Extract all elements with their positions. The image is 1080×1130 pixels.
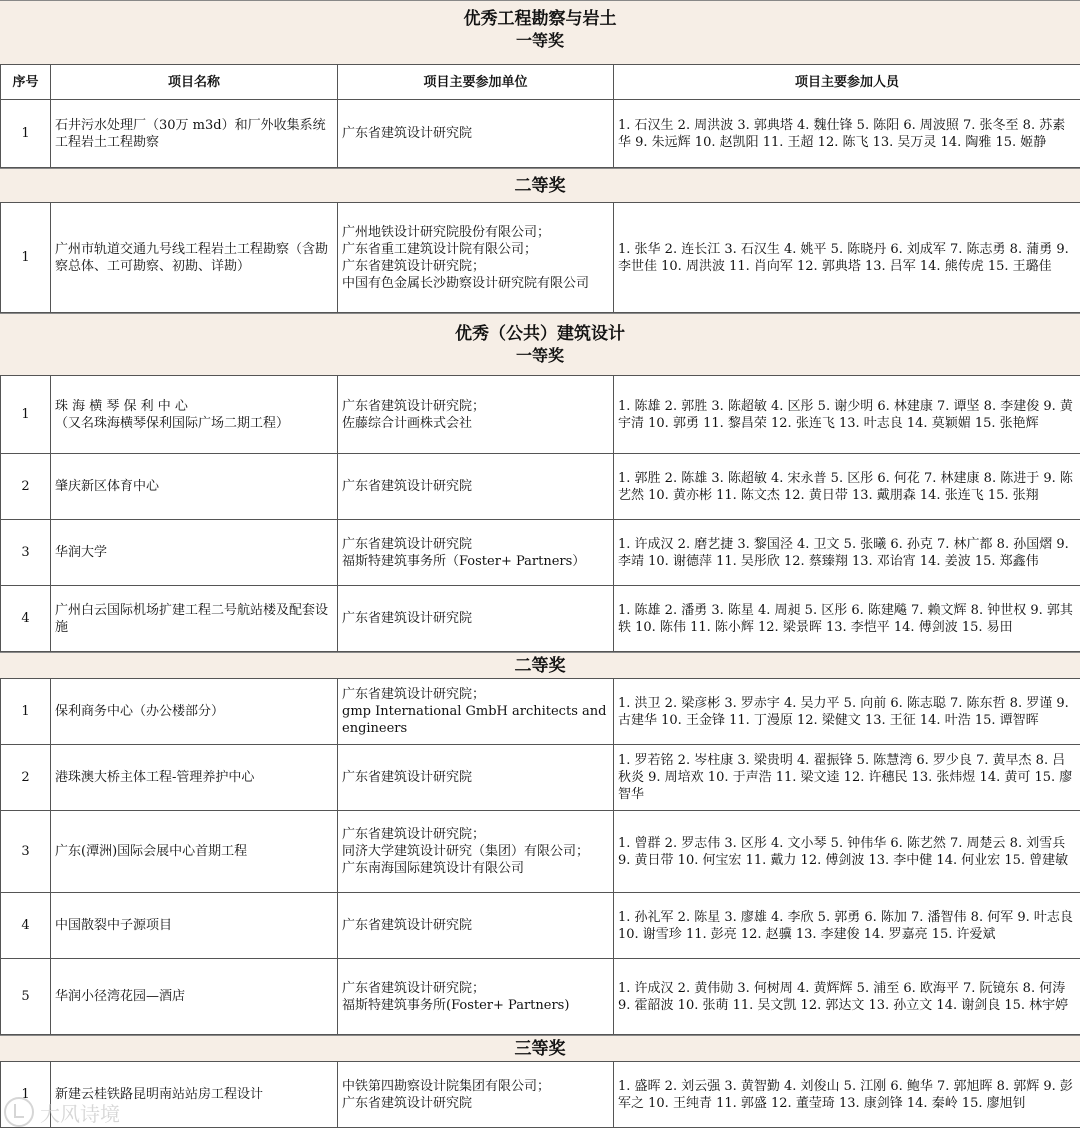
award-table: [0, 202, 1080, 313]
grade-band: [0, 652, 1080, 678]
table-row: [1, 679, 1080, 745]
award-table: [0, 1061, 1080, 1128]
row-project: 华润大学: [51, 520, 338, 586]
header-project: 项目名称: [51, 65, 338, 100]
row-people: 1. 曾群 2. 罗志伟 3. 区彤 4. 文小琴 5. 钟伟华 6. 陈艺然 7. 周楚云 8. 刘雪兵 9. 黄日带 10. 何宝宏 11. 戴力 12. 傅剑波 13. 李中健 14. 何业宏 15. 曾建敏: [614, 811, 1080, 893]
row-units: 广东省建筑设计研究院； gmp International GmbH architects and engineers: [338, 679, 614, 745]
row-project: 保利商务中心（办公楼部分）: [51, 679, 338, 745]
table-header-row: [1, 65, 1080, 100]
table-row: [1, 811, 1080, 893]
row-people: 1. 洪卫 2. 梁彦彬 3. 罗赤宇 4. 吴力平 5. 向前 6. 陈志聪 7. 陈东哲 8. 罗谨 9. 古建华 10. 王金锋 11. 丁漫原 12. 梁健文 13. 王征 14. 叶浩 15. 谭智晖: [614, 679, 1080, 745]
grade-label: 一等奖: [515, 346, 564, 365]
header-index: 序号: [1, 65, 51, 100]
table-row: [1, 959, 1080, 1035]
row-index: 1: [1, 203, 51, 313]
row-project: 珠 海 横 琴 保 利 中 心 （又名珠海横琴保利国际广场二期工程）: [51, 376, 338, 454]
row-people: 1. 许成汉 2. 黄伟勋 3. 何树周 4. 黄辉辉 5. 浦至 6. 欧海平 7. 阮镜东 8. 何涛 9. 霍韶波 10. 张萌 11. 吴文凯 12. 郭达文 13. 孙立文 14. 谢剑良 15. 林宇婷: [614, 959, 1080, 1035]
table-row: [1, 1062, 1080, 1128]
row-project: 广州白云国际机场扩建工程二号航站楼及配套设施: [51, 586, 338, 652]
row-people: 1. 陈雄 2. 郭胜 3. 陈超敏 4. 区彤 5. 谢少明 6. 林建康 7. 谭坚 8. 李建俊 9. 黄宇清 10. 郭勇 11. 黎昌荣 12. 张连飞 13. 叶志良 14. 莫颖媚 15. 张艳辉: [614, 376, 1080, 454]
row-units: 广东省建筑设计研究院: [338, 100, 614, 168]
row-index: 1: [1, 1062, 51, 1128]
row-index: 4: [1, 893, 51, 959]
award-table: [0, 64, 1080, 168]
row-index: 3: [1, 520, 51, 586]
row-units: 广东省建筑设计研究院: [338, 454, 614, 520]
row-project: 华润小径湾花园—酒店: [51, 959, 338, 1035]
grade-label: 一等奖: [515, 31, 564, 50]
award-table: [0, 375, 1080, 652]
watermark: [4, 1097, 120, 1127]
row-index: 1: [1, 100, 51, 168]
section-title-band: [0, 0, 1080, 64]
table-row: [1, 520, 1080, 586]
row-units: 广东省建筑设计研究院； 佐藤综合计画株式会社: [338, 376, 614, 454]
logo-icon: [4, 1097, 34, 1127]
grade-label: 二等奖: [514, 176, 566, 196]
row-index: 1: [1, 376, 51, 454]
table-row: [1, 454, 1080, 520]
row-people: 1. 陈雄 2. 潘勇 3. 陈星 4. 周昶 5. 区彤 6. 陈建飚 7. 赖文辉 8. 钟世权 9. 郭其轶 10. 陈伟 11. 陈小辉 12. 梁景晖 13. 李恺平 14. 傅剑波 15. 易田: [614, 586, 1080, 652]
row-people: 1. 盛晖 2. 刘云强 3. 黄智勤 4. 刘俊山 5. 江刚 6. 鲍华 7. 郭旭晖 8. 郭辉 9. 彭军之 10. 王纯青 11. 郭盛 12. 董莹琦 13. 康剑锋 14. 秦岭 15. 廖旭钊: [614, 1062, 1080, 1128]
grade-label: 三等奖: [514, 1039, 566, 1059]
row-index: 5: [1, 959, 51, 1035]
row-units: 广东省建筑设计研究院: [338, 586, 614, 652]
row-units: 中铁第四勘察设计院集团有限公司； 广东省建筑设计研究院: [338, 1062, 614, 1128]
row-index: 3: [1, 811, 51, 893]
row-project: 中国散裂中子源项目: [51, 893, 338, 959]
row-units: 广州地铁设计研究院股份有限公司； 广东省重工建筑设计院有限公司； 广东省建筑设计研究院； 中国有色金属长沙勘察设计研究院有限公司: [338, 203, 614, 313]
row-project: 肇庆新区体育中心: [51, 454, 338, 520]
table-row: [1, 586, 1080, 652]
header-units: 项目主要参加单位: [338, 65, 614, 100]
table-row: [1, 745, 1080, 811]
grade-band: [0, 168, 1080, 202]
row-project: 广东(潭洲)国际会展中心首期工程: [51, 811, 338, 893]
table-row: [1, 893, 1080, 959]
row-units: 广东省建筑设计研究院: [338, 893, 614, 959]
row-people: 1. 郭胜 2. 陈雄 3. 陈超敏 4. 宋永普 5. 区彤 6. 何花 7. 林建康 8. 陈进于 9. 陈艺然 10. 黄亦彬 11. 陈文杰 12. 黄日带 13. 戴朋森 14. 张连飞 15. 张翔: [614, 454, 1080, 520]
header-people: 项目主要参加人员: [614, 65, 1080, 100]
row-index: 4: [1, 586, 51, 652]
award-table: [0, 678, 1080, 1035]
row-people: 1. 石汉生 2. 周洪波 3. 郭典塔 4. 魏仕锋 5. 陈阳 6. 周波照 7. 张冬至 8. 苏素华 9. 朱远辉 10. 赵凯阳 11. 王超 12. 陈飞 13. 吴万灵 14. 陶雅 15. 姬静: [614, 100, 1080, 168]
row-people: 1. 罗若铭 2. 岑柱康 3. 梁贵明 4. 翟振锋 5. 陈慧湾 6. 罗少良 7. 黄早杰 8. 吕秋炎 9. 周培欢 10. 于声浩 11. 梁文逵 12. 许穗民 13. 张炜煜 14. 黄可 15. 廖智华: [614, 745, 1080, 811]
table-row: [1, 376, 1080, 454]
row-project: 石井污水处理厂（30万 m3d）和厂外收集系统工程岩土工程勘察: [51, 100, 338, 168]
row-index: 2: [1, 745, 51, 811]
section-title: 优秀（公共）建筑设计: [455, 324, 625, 344]
row-index: 1: [1, 679, 51, 745]
row-units: 广东省建筑设计研究院 福斯特建筑事务所（Foster+ Partners）: [338, 520, 614, 586]
row-people: 1. 张华 2. 连长江 3. 石汉生 4. 姚平 5. 陈晓丹 6. 刘成军 7. 陈志勇 8. 蒲勇 9. 李世佳 10. 周洪波 11. 肖向军 12. 郭典塔 13. 吕军 14. 熊传虎 15. 王璐佳: [614, 203, 1080, 313]
row-project: 港珠澳大桥主体工程-管理养护中心: [51, 745, 338, 811]
section-title: 优秀工程勘察与岩土: [463, 9, 617, 29]
row-people: 1. 许成汉 2. 磨艺捷 3. 黎国泾 4. 卫文 5. 张曦 6. 孙克 7. 林广都 8. 孙国熠 9. 李靖 10. 谢德萍 11. 吴彤欣 12. 蔡臻翔 13. 邓诒宵 14. 姜波 15. 郑鑫伟: [614, 520, 1080, 586]
grade-label: 二等奖: [514, 656, 566, 676]
watermark-text: 大风诗境: [40, 1101, 120, 1126]
row-people: 1. 孙礼军 2. 陈星 3. 廖雄 4. 李欣 5. 郭勇 6. 陈加 7. 潘智伟 8. 何军 9. 叶志良 10. 谢雪珍 11. 彭亮 12. 赵骥 13. 李建俊 14. 罗嘉亮 15. 许爱斌: [614, 893, 1080, 959]
row-units: 广东省建筑设计研究院: [338, 745, 614, 811]
row-units: 广东省建筑设计研究院； 福斯特建筑事务所(Foster+ Partners): [338, 959, 614, 1035]
table-row: [1, 203, 1080, 313]
grade-band: [0, 1035, 1080, 1061]
row-index: 2: [1, 454, 51, 520]
row-project: 广州市轨道交通九号线工程岩土工程勘察（含勘察总体、工可勘察、初勘、详勘）: [51, 203, 338, 313]
table-row: [1, 100, 1080, 168]
section-title-band: [0, 313, 1080, 375]
row-project: 新建云桂铁路昆明南站站房工程设计: [51, 1062, 338, 1128]
row-units: 广东省建筑设计研究院； 同济大学建筑设计研究（集团）有限公司； 广东南海国际建筑设计有限公司: [338, 811, 614, 893]
